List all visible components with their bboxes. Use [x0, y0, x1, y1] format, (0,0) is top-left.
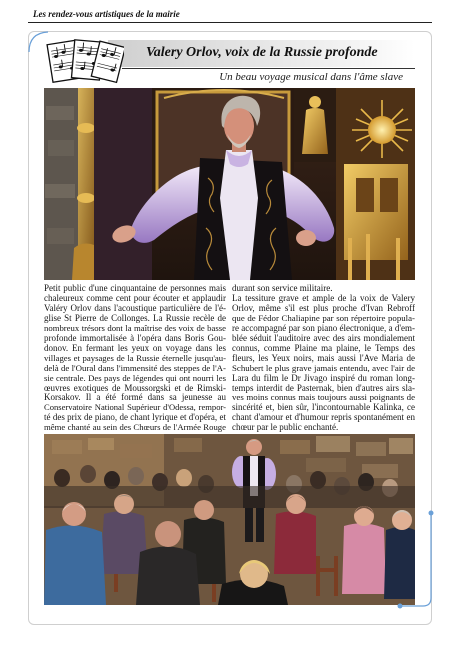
- body-line: même chanté au sein des Chœurs de l'Armée Rouge: [44, 422, 226, 433]
- body-line: donov. En fermant les yeux on voyage dans les: [44, 342, 226, 353]
- body-line: glise St Pierre de Collonges. La Russie recèle de: [44, 312, 226, 323]
- body-line: nombreux trésors dont la maîtrise des voix de basse: [44, 322, 226, 333]
- singer-photo: [44, 88, 415, 280]
- body-line: té des prix de piano, de chant lyrique et d'opéra, et: [44, 412, 226, 423]
- body-line: chœur par le public enchanté.: [232, 422, 339, 433]
- body-line: Valéry Orlov dans l'acoustique particulière de l'é-: [44, 302, 226, 313]
- body-line: blée séduit l'auditoire avec des airs mondialement: [232, 332, 415, 343]
- body-line: villages et paysages de la Russie éternelle jusqu'au-: [44, 352, 226, 363]
- audience-photo: [44, 434, 415, 605]
- body-line: que de Fédor Chaliapine par son répertoire popula-: [232, 312, 415, 323]
- section-header: Les rendez-vous artistiques de la mairie: [33, 9, 180, 19]
- music-sheets-icon: [46, 36, 124, 86]
- body-line: ves moins connus mais toujours aussi poignants de: [232, 392, 415, 403]
- body-line: chaleureux comme cent pour écouter et applaudir: [44, 292, 226, 303]
- body-line: temps interdit de Pasternak, bien d'autres airs sla-: [232, 382, 415, 393]
- gilded-statue: [294, 88, 336, 162]
- body-line: œuvres exotiques de Moussorgski et de Rimski-: [44, 382, 226, 393]
- body-line: La tessiture grave et ample de la voix de Valery: [232, 292, 415, 303]
- body-line: chant d'amour et d'humour repris spontanément en: [232, 412, 415, 423]
- golden-altar: [336, 88, 415, 280]
- body-line: fleurs, les Yeux noirs, mais aussi l'Ave Maria de: [232, 352, 415, 363]
- body-line: durant son service militaire.: [232, 283, 333, 293]
- stone-wall: [44, 88, 78, 280]
- body-line: connus, comme Plaine ma plaine, le Temps des: [232, 342, 415, 353]
- body-line: profonde immortalisée à l'opéra dans Boris Gou-: [44, 332, 226, 343]
- text-column-2: [232, 284, 415, 433]
- title-rule: [122, 68, 415, 69]
- body-line: Lara du film le Dr Jivago inspiré du roman long-: [232, 372, 415, 383]
- body-line: sincérité et, bien sûr, l'incontournable Kalinka, ce: [232, 402, 415, 413]
- body-line: Korsakov. Il a été formé dans sa jeunesse au: [44, 392, 226, 403]
- body-line: Conservatoire National Supérieur d'Odessa, rempor-: [44, 402, 226, 413]
- body-line: delà de l'Oural dans l'immensité des steppes de l'A-: [44, 362, 226, 373]
- body-line: Petit public d'une cinquantaine de personnes mais: [44, 283, 226, 293]
- header-rule: [28, 22, 432, 23]
- body-line: sie centrale. Des pays de légendes qui ont nourri les: [44, 372, 226, 383]
- article-subtitle: Un beau voyage musical dans l'âme slave: [219, 71, 403, 83]
- text-column-1: [44, 284, 226, 433]
- article-title: Valery Orlov, voix de la Russie profonde: [146, 45, 378, 60]
- body-line: re accompagné par son piano électronique, a d'em-: [232, 322, 415, 333]
- body-line: Schubert le plus grave jamais entendu, avec l'air de: [232, 362, 415, 373]
- body-line: Orlov, même s'il est plus proche d'Ivan Rebroff: [232, 302, 415, 313]
